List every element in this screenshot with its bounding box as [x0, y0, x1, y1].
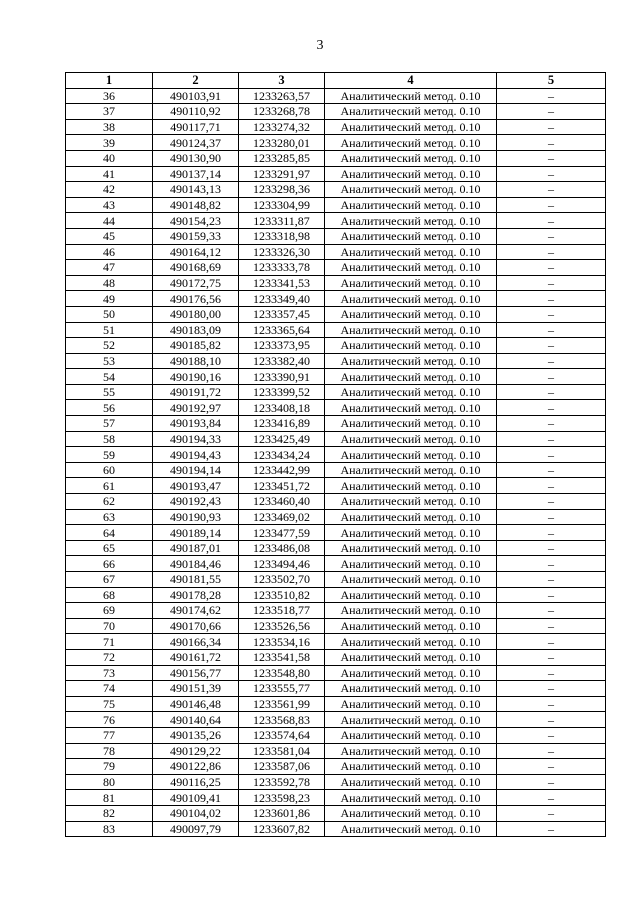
cell-point-number: 60 [66, 462, 153, 478]
coordinates-table [65, 72, 606, 837]
cell-x: 490181,55 [153, 572, 239, 588]
cell-point-number: 48 [66, 275, 153, 291]
cell-x: 490164,12 [153, 244, 239, 260]
cell-description: – [497, 275, 606, 291]
cell-y: 1233587,06 [239, 759, 325, 775]
cell-point-number: 61 [66, 478, 153, 494]
cell-description: – [497, 494, 606, 510]
cell-y: 1233365,64 [239, 322, 325, 338]
table-row [66, 416, 606, 432]
cell-method: Аналитический метод. 0.10 [325, 587, 497, 603]
cell-y: 1233285,85 [239, 150, 325, 166]
cell-x: 490192,43 [153, 494, 239, 510]
cell-description: – [497, 213, 606, 229]
cell-method: Аналитический метод. 0.10 [325, 338, 497, 354]
cell-method: Аналитический метод. 0.10 [325, 649, 497, 665]
cell-method: Аналитический метод. 0.10 [325, 275, 497, 291]
cell-y: 1233298,36 [239, 182, 325, 198]
cell-point-number: 37 [66, 104, 153, 120]
cell-point-number: 43 [66, 197, 153, 213]
cell-method: Аналитический метод. 0.10 [325, 135, 497, 151]
cell-description: – [497, 353, 606, 369]
cell-description: – [497, 182, 606, 198]
cell-method: Аналитический метод. 0.10 [325, 228, 497, 244]
cell-description: – [497, 587, 606, 603]
cell-y: 1233434,24 [239, 447, 325, 463]
table-row [66, 805, 606, 821]
table-row [66, 322, 606, 338]
cell-point-number: 71 [66, 634, 153, 650]
cell-method: Аналитический метод. 0.10 [325, 447, 497, 463]
header-cell-x: 2 [153, 73, 239, 89]
cell-method: Аналитический метод. 0.10 [325, 244, 497, 260]
cell-x: 490168,69 [153, 260, 239, 276]
cell-method: Аналитический метод. 0.10 [325, 182, 497, 198]
table-row [66, 587, 606, 603]
table-row [66, 447, 606, 463]
table-row [66, 759, 606, 775]
header-cell-point-number: 1 [66, 73, 153, 89]
cell-x: 490190,16 [153, 369, 239, 385]
cell-x: 490116,25 [153, 774, 239, 790]
cell-description: – [497, 244, 606, 260]
cell-method: Аналитический метод. 0.10 [325, 525, 497, 541]
table-row [66, 119, 606, 135]
cell-y: 1233574,64 [239, 727, 325, 743]
cell-description: – [497, 572, 606, 588]
cell-y: 1233541,58 [239, 649, 325, 665]
cell-y: 1233357,45 [239, 306, 325, 322]
cell-description: – [497, 790, 606, 806]
table-row [66, 790, 606, 806]
cell-method: Аналитический метод. 0.10 [325, 509, 497, 525]
cell-method: Аналитический метод. 0.10 [325, 119, 497, 135]
cell-description: – [497, 322, 606, 338]
cell-x: 490159,33 [153, 228, 239, 244]
cell-method: Аналитический метод. 0.10 [325, 681, 497, 697]
table-row [66, 213, 606, 229]
cell-point-number: 46 [66, 244, 153, 260]
cell-point-number: 51 [66, 322, 153, 338]
cell-method: Аналитический метод. 0.10 [325, 431, 497, 447]
table-row [66, 743, 606, 759]
cell-x: 490193,47 [153, 478, 239, 494]
cell-point-number: 45 [66, 228, 153, 244]
cell-description: – [497, 540, 606, 556]
cell-y: 1233460,40 [239, 494, 325, 510]
cell-y: 1233304,99 [239, 197, 325, 213]
cell-x: 490188,10 [153, 353, 239, 369]
cell-x: 490104,02 [153, 805, 239, 821]
table-row [66, 681, 606, 697]
cell-x: 490140,64 [153, 712, 239, 728]
cell-point-number: 40 [66, 150, 153, 166]
cell-x: 490135,26 [153, 727, 239, 743]
cell-x: 490172,75 [153, 275, 239, 291]
cell-point-number: 76 [66, 712, 153, 728]
cell-method: Аналитический метод. 0.10 [325, 166, 497, 182]
cell-description: – [497, 743, 606, 759]
cell-y: 1233592,78 [239, 774, 325, 790]
cell-x: 490130,90 [153, 150, 239, 166]
cell-description: – [497, 681, 606, 697]
cell-method: Аналитический метод. 0.10 [325, 462, 497, 478]
cell-point-number: 63 [66, 509, 153, 525]
cell-point-number: 72 [66, 649, 153, 665]
table-row [66, 244, 606, 260]
table-row [66, 228, 606, 244]
cell-y: 1233390,91 [239, 369, 325, 385]
cell-method: Аналитический метод. 0.10 [325, 572, 497, 588]
table-row [66, 260, 606, 276]
cell-point-number: 74 [66, 681, 153, 697]
cell-x: 490194,43 [153, 447, 239, 463]
cell-method: Аналитический метод. 0.10 [325, 790, 497, 806]
table-row [66, 384, 606, 400]
table-row [66, 712, 606, 728]
table-row [66, 774, 606, 790]
cell-y: 1233607,82 [239, 821, 325, 837]
cell-description: – [497, 727, 606, 743]
table-row [66, 462, 606, 478]
cell-y: 1233486,08 [239, 540, 325, 556]
table-row [66, 166, 606, 182]
cell-method: Аналитический метод. 0.10 [325, 774, 497, 790]
cell-point-number: 42 [66, 182, 153, 198]
table-row [66, 556, 606, 572]
cell-y: 1233333,78 [239, 260, 325, 276]
cell-y: 1233326,30 [239, 244, 325, 260]
cell-description: – [497, 634, 606, 650]
cell-method: Аналитический метод. 0.10 [325, 743, 497, 759]
cell-description: – [497, 618, 606, 634]
cell-x: 490143,13 [153, 182, 239, 198]
cell-y: 1233274,32 [239, 119, 325, 135]
cell-point-number: 66 [66, 556, 153, 572]
cell-point-number: 41 [66, 166, 153, 182]
cell-method: Аналитический метод. 0.10 [325, 213, 497, 229]
cell-method: Аналитический метод. 0.10 [325, 478, 497, 494]
cell-method: Аналитический метод. 0.10 [325, 416, 497, 432]
cell-point-number: 58 [66, 431, 153, 447]
cell-x: 490187,01 [153, 540, 239, 556]
cell-point-number: 69 [66, 603, 153, 619]
cell-method: Аналитический метод. 0.10 [325, 556, 497, 572]
cell-point-number: 68 [66, 587, 153, 603]
cell-method: Аналитический метод. 0.10 [325, 696, 497, 712]
cell-method: Аналитический метод. 0.10 [325, 150, 497, 166]
header-cell-y: 3 [239, 73, 325, 89]
table-row [66, 525, 606, 541]
cell-point-number: 59 [66, 447, 153, 463]
cell-y: 1233373,95 [239, 338, 325, 354]
cell-method: Аналитический метод. 0.10 [325, 306, 497, 322]
cell-description: – [497, 88, 606, 104]
cell-point-number: 77 [66, 727, 153, 743]
table-row [66, 150, 606, 166]
cell-x: 490161,72 [153, 649, 239, 665]
cell-y: 1233598,23 [239, 790, 325, 806]
table-row [66, 509, 606, 525]
cell-y: 1233601,86 [239, 805, 325, 821]
cell-method: Аналитический метод. 0.10 [325, 618, 497, 634]
cell-y: 1233425,49 [239, 431, 325, 447]
cell-description: – [497, 416, 606, 432]
cell-description: – [497, 696, 606, 712]
table-row [66, 431, 606, 447]
table-row [66, 353, 606, 369]
cell-x: 490191,72 [153, 384, 239, 400]
cell-x: 490122,86 [153, 759, 239, 775]
table-row [66, 494, 606, 510]
cell-description: – [497, 166, 606, 182]
cell-description: – [497, 447, 606, 463]
cell-description: – [497, 306, 606, 322]
cell-description: – [497, 369, 606, 385]
table-row [66, 135, 606, 151]
cell-description: – [497, 712, 606, 728]
cell-method: Аналитический метод. 0.10 [325, 197, 497, 213]
cell-y: 1233555,77 [239, 681, 325, 697]
cell-description: – [497, 525, 606, 541]
cell-y: 1233548,80 [239, 665, 325, 681]
cell-x: 490103,91 [153, 88, 239, 104]
table-row [66, 104, 606, 120]
cell-method: Аналитический метод. 0.10 [325, 260, 497, 276]
cell-x: 490170,66 [153, 618, 239, 634]
cell-method: Аналитический метод. 0.10 [325, 494, 497, 510]
cell-x: 490184,46 [153, 556, 239, 572]
cell-point-number: 83 [66, 821, 153, 837]
cell-point-number: 65 [66, 540, 153, 556]
cell-description: – [497, 649, 606, 665]
page-number: 3 [316, 38, 324, 53]
cell-y: 1233518,77 [239, 603, 325, 619]
cell-point-number: 75 [66, 696, 153, 712]
table-row [66, 649, 606, 665]
cell-y: 1233534,16 [239, 634, 325, 650]
cell-description: – [497, 260, 606, 276]
cell-y: 1233408,18 [239, 400, 325, 416]
cell-description: – [497, 291, 606, 307]
cell-point-number: 67 [66, 572, 153, 588]
cell-y: 1233469,02 [239, 509, 325, 525]
cell-method: Аналитический метод. 0.10 [325, 805, 497, 821]
cell-description: – [497, 150, 606, 166]
table-row [66, 338, 606, 354]
cell-description: – [497, 774, 606, 790]
cell-x: 490193,84 [153, 416, 239, 432]
cell-point-number: 36 [66, 88, 153, 104]
cell-method: Аналитический метод. 0.10 [325, 634, 497, 650]
cell-description: – [497, 135, 606, 151]
cell-method: Аналитический метод. 0.10 [325, 88, 497, 104]
cell-description: – [497, 197, 606, 213]
cell-y: 1233318,98 [239, 228, 325, 244]
cell-method: Аналитический метод. 0.10 [325, 400, 497, 416]
cell-point-number: 56 [66, 400, 153, 416]
cell-method: Аналитический метод. 0.10 [325, 369, 497, 385]
cell-method: Аналитический метод. 0.10 [325, 759, 497, 775]
table-row [66, 572, 606, 588]
cell-x: 490109,41 [153, 790, 239, 806]
cell-x: 490110,92 [153, 104, 239, 120]
cell-point-number: 49 [66, 291, 153, 307]
cell-x: 490189,14 [153, 525, 239, 541]
table-row [66, 618, 606, 634]
cell-description: – [497, 556, 606, 572]
cell-x: 490174,62 [153, 603, 239, 619]
cell-method: Аналитический метод. 0.10 [325, 291, 497, 307]
header-cell-description: 5 [497, 73, 606, 89]
cell-x: 490124,37 [153, 135, 239, 151]
cell-x: 490137,14 [153, 166, 239, 182]
cell-x: 490190,93 [153, 509, 239, 525]
table-row [66, 821, 606, 837]
cell-y: 1233477,59 [239, 525, 325, 541]
cell-y: 1233291,97 [239, 166, 325, 182]
cell-y: 1233581,04 [239, 743, 325, 759]
cell-description: – [497, 462, 606, 478]
cell-y: 1233568,83 [239, 712, 325, 728]
table-row [66, 665, 606, 681]
cell-x: 490154,23 [153, 213, 239, 229]
cell-method: Аналитический метод. 0.10 [325, 821, 497, 837]
cell-method: Аналитический метод. 0.10 [325, 104, 497, 120]
cell-x: 490148,82 [153, 197, 239, 213]
table-body [66, 88, 606, 837]
cell-description: – [497, 603, 606, 619]
cell-method: Аналитический метод. 0.10 [325, 665, 497, 681]
cell-method: Аналитический метод. 0.10 [325, 727, 497, 743]
cell-point-number: 47 [66, 260, 153, 276]
table-row [66, 696, 606, 712]
table-row [66, 540, 606, 556]
cell-point-number: 54 [66, 369, 153, 385]
cell-y: 1233494,46 [239, 556, 325, 572]
cell-method: Аналитический метод. 0.10 [325, 603, 497, 619]
cell-y: 1233349,40 [239, 291, 325, 307]
cell-point-number: 57 [66, 416, 153, 432]
cell-x: 490192,97 [153, 400, 239, 416]
cell-y: 1233442,99 [239, 462, 325, 478]
table-row [66, 182, 606, 198]
cell-description: – [497, 400, 606, 416]
table-row [66, 603, 606, 619]
table-row [66, 400, 606, 416]
cell-description: – [497, 759, 606, 775]
cell-x: 490178,28 [153, 587, 239, 603]
table-row [66, 306, 606, 322]
cell-y: 1233416,89 [239, 416, 325, 432]
table-row [66, 88, 606, 104]
cell-point-number: 70 [66, 618, 153, 634]
cell-x: 490180,00 [153, 306, 239, 322]
table-row [66, 634, 606, 650]
table-row [66, 478, 606, 494]
cell-x: 490129,22 [153, 743, 239, 759]
cell-method: Аналитический метод. 0.10 [325, 540, 497, 556]
cell-point-number: 38 [66, 119, 153, 135]
cell-x: 490185,82 [153, 338, 239, 354]
cell-x: 490117,71 [153, 119, 239, 135]
cell-x: 490151,39 [153, 681, 239, 697]
table-row [66, 291, 606, 307]
cell-y: 1233526,56 [239, 618, 325, 634]
cell-point-number: 62 [66, 494, 153, 510]
cell-y: 1233341,53 [239, 275, 325, 291]
cell-point-number: 50 [66, 306, 153, 322]
cell-point-number: 80 [66, 774, 153, 790]
cell-x: 490097,79 [153, 821, 239, 837]
cell-description: – [497, 665, 606, 681]
cell-method: Аналитический метод. 0.10 [325, 353, 497, 369]
cell-x: 490194,14 [153, 462, 239, 478]
cell-point-number: 53 [66, 353, 153, 369]
cell-point-number: 39 [66, 135, 153, 151]
cell-point-number: 44 [66, 213, 153, 229]
cell-y: 1233510,82 [239, 587, 325, 603]
cell-description: – [497, 478, 606, 494]
cell-y: 1233451,72 [239, 478, 325, 494]
cell-point-number: 73 [66, 665, 153, 681]
cell-method: Аналитический метод. 0.10 [325, 712, 497, 728]
cell-x: 490156,77 [153, 665, 239, 681]
cell-description: – [497, 509, 606, 525]
cell-point-number: 82 [66, 805, 153, 821]
table-row [66, 369, 606, 385]
table-header-row [66, 73, 606, 89]
header-cell-method: 4 [325, 73, 497, 89]
cell-y: 1233311,87 [239, 213, 325, 229]
cell-y: 1233502,70 [239, 572, 325, 588]
cell-description: – [497, 119, 606, 135]
cell-description: – [497, 821, 606, 837]
table-row [66, 197, 606, 213]
cell-x: 490166,34 [153, 634, 239, 650]
cell-method: Аналитический метод. 0.10 [325, 322, 497, 338]
cell-description: – [497, 805, 606, 821]
table-row [66, 275, 606, 291]
cell-point-number: 81 [66, 790, 153, 806]
cell-x: 490176,56 [153, 291, 239, 307]
cell-y: 1233382,40 [239, 353, 325, 369]
cell-description: – [497, 228, 606, 244]
cell-point-number: 64 [66, 525, 153, 541]
cell-y: 1233263,57 [239, 88, 325, 104]
cell-y: 1233561,99 [239, 696, 325, 712]
cell-method: Аналитический метод. 0.10 [325, 384, 497, 400]
cell-point-number: 78 [66, 743, 153, 759]
cell-point-number: 79 [66, 759, 153, 775]
cell-point-number: 52 [66, 338, 153, 354]
cell-description: – [497, 338, 606, 354]
cell-y: 1233399,52 [239, 384, 325, 400]
cell-description: – [497, 384, 606, 400]
cell-description: – [497, 104, 606, 120]
cell-y: 1233268,78 [239, 104, 325, 120]
cell-x: 490183,09 [153, 322, 239, 338]
cell-point-number: 55 [66, 384, 153, 400]
cell-y: 1233280,01 [239, 135, 325, 151]
cell-x: 490194,33 [153, 431, 239, 447]
table-row [66, 727, 606, 743]
cell-description: – [497, 431, 606, 447]
cell-x: 490146,48 [153, 696, 239, 712]
